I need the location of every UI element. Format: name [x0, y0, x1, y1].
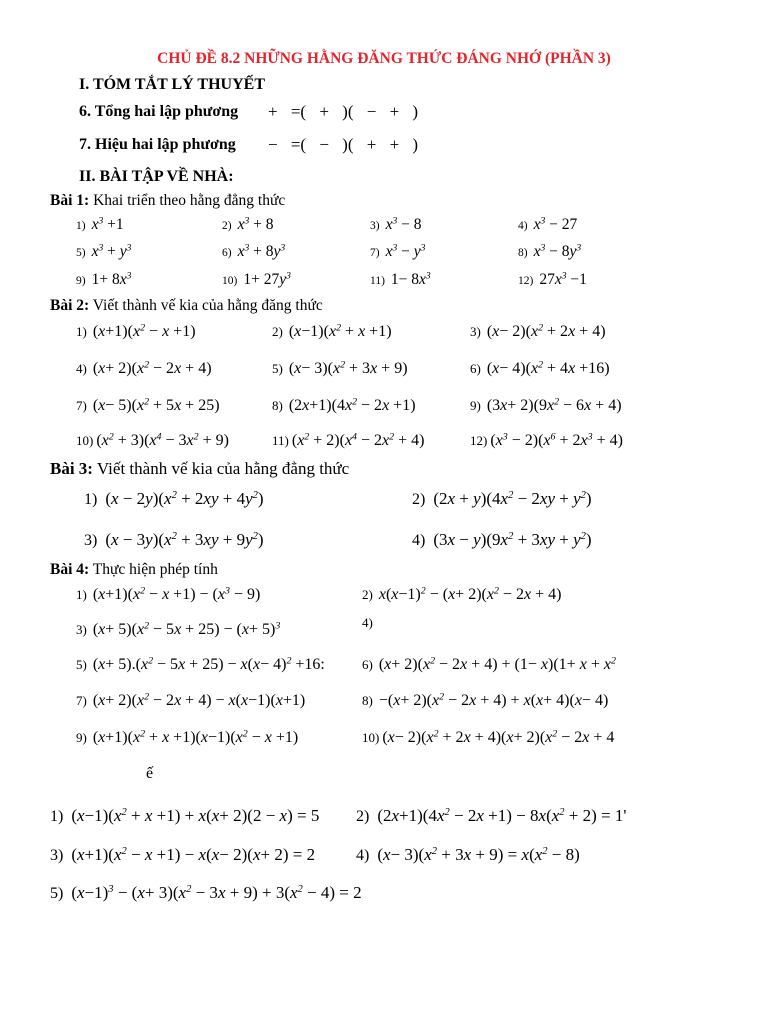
- exercise-2-item: 10) $(x^2 + 3)(x^4 - 3x^2 + 9)$: [76, 431, 229, 449]
- exercise-4-item: 5) $(x+ 5).(x^2 - 5x + 25) - x(x- 4)^2 +16$:: [76, 655, 325, 673]
- exercise-2-item: 7) $(x- 5)(x^2 + 5x + 25)$: [76, 396, 220, 414]
- difference-of-cubes-formula: − =( − )( + + ): [268, 135, 419, 154]
- exercise-4-item: 3) $(x+ 5)(x^2 - 5x + 25) - (x+ 5)^3$: [76, 620, 281, 638]
- exercise-5-item: 2) $(2x+1)(4x^2 - 2x +1) - 8x(x^2 + 2) = 1'$: [356, 806, 627, 825]
- exercise-1-text: Khai triển theo hằng đẳng thức: [89, 192, 286, 209]
- exercise-5-item: 5) $(x-1)^3 - (x+ 3)(x^2 - 3x + 9) + 3(x^2 - 4) = 2$: [50, 883, 362, 902]
- exercise-2-item: 11) $(x^2 + 2)(x^4 - 2x^2 + 4)$: [272, 431, 425, 449]
- exercise-2-heading: [50, 297, 323, 315]
- exercise-4-item: 2) $x(x-1)^2 - (x+ 2)(x^2 - 2x + 4)$: [362, 585, 562, 603]
- exercise-2-item: 2) $(x-1)(x^2 + x +1)$: [272, 322, 392, 340]
- exercise-2-item: 8) $(2x+1)(4x^2 - 2x +1)$: [272, 396, 416, 414]
- exercise-4-heading: [50, 561, 218, 579]
- difference-of-cubes-label: 7. Hiệu hai lập phương: [79, 136, 236, 153]
- sum-of-cubes-formula: + =( + )( − + ): [268, 102, 419, 121]
- theory-heading: I. TÓM TẮT LÝ THUYẾT: [79, 76, 265, 93]
- exercise-1-item: 10) $1+ 27y^3$: [222, 270, 291, 288]
- exercise-2-label: Bài 2:: [50, 297, 90, 314]
- exercise-1-item: 6) $x^3 + 8y^3$: [222, 242, 286, 260]
- exercise-3-text: Viết thành vế kia của hằng đẳng thức: [92, 459, 350, 478]
- exercise-1-label: Bài 1:: [50, 192, 90, 209]
- exercise-3-label: Bài 3:: [50, 459, 93, 478]
- exercise-2-item: 1) $(x+1)(x^2 - x +1)$: [76, 322, 196, 340]
- exercise-5-item: 1) $(x-1)(x^2 + x +1) + x(x+ 2)(2 - x) = 5$: [50, 806, 320, 825]
- exercise-5-heading: ế: [146, 765, 154, 782]
- exercise-5-item: 3) $(x+1)(x^2 - x +1) - x(x- 2)(x+ 2) = 2$: [50, 845, 316, 864]
- exercise-1-item: 4) $x^3 - 27$: [518, 215, 578, 233]
- exercise-4-item: 4): [362, 615, 373, 630]
- exercise-1-item: 3) $x^3 - 8$: [370, 215, 422, 233]
- exercise-4-item: 10) $(x- 2)(x^2 + 2x + 4)(x+ 2)(x^2 - 2x + 4$: [362, 728, 615, 746]
- homework-heading: II. BÀI TẬP VỀ NHÀ:: [79, 168, 234, 185]
- exercise-1-heading: [50, 192, 285, 210]
- exercise-1-item: 9) $1+ 8x^3$: [76, 270, 132, 288]
- exercise-1-item: 11) $1- 8x^3$: [370, 270, 431, 288]
- exercise-2-item: 6) $(x- 4)(x^2 + 4x +16)$: [470, 359, 610, 377]
- exercise-1-item: 7) $x^3 - y^3$: [370, 242, 426, 260]
- exercise-2-text: Viết thành vế kia của hằng đăng thức: [89, 297, 323, 314]
- exercise-2-item: 9) $(3x+ 2)(9x^2 - 6x + 4)$: [470, 396, 622, 414]
- exercise-3-heading: [50, 459, 349, 479]
- exercise-2-item: 5) $(x- 3)(x^2 + 3x + 9)$: [272, 359, 408, 377]
- exercise-1-item: 12) $27x^3 -1$: [518, 270, 587, 288]
- exercise-1-item: 1) $x^3 +1$: [76, 215, 124, 233]
- sum-of-cubes-label: 6. Tổng hai lập phương: [79, 103, 239, 120]
- exercise-1-item: 8) $x^3 - 8y^3$: [518, 242, 582, 260]
- exercise-2-item: 4) $(x+ 2)(x^2 - 2x + 4)$: [76, 359, 212, 377]
- exercise-4-text: Thực hiện phép tính: [89, 561, 218, 578]
- exercise-3-item: 4) $(3x - y)(9x^2 + 3xy + y^2)$: [412, 530, 592, 549]
- exercise-4-label: Bài 4:: [50, 561, 90, 578]
- exercise-4-item: 9) $(x+1)(x^2 + x +1)(x-1)(x^2 - x +1)$: [76, 728, 299, 746]
- exercise-4-item: 6) $(x+ 2)(x^2 - 2x + 4) + (1- x)(1+ x + x^2$: [362, 655, 616, 673]
- exercise-3-item: 3) $(x - 3y)(x^2 + 3xy + 9y^2)$: [84, 530, 264, 549]
- exercise-4-item: $8) -(x+ 2)(x^2 - 2x + 4) + x(x+ 4)(x- 4)$: [362, 691, 609, 709]
- exercise-5-item: 4) $(x- 3)(x^2 + 3x + 9) = x(x^2 - 8)$: [356, 845, 580, 864]
- page-title: CHỦ ĐỀ 8.2 NHỮNG HẰNG ĐĂNG THỨC ĐÁNG NHỚ (PHẦN 3): [157, 50, 611, 67]
- exercise-3-item: 2) $(2x + y)(4x^2 - 2xy + y^2)$: [412, 489, 592, 508]
- exercise-2-item: 3) $(x- 2)(x^2 + 2x + 4)$: [470, 322, 606, 340]
- exercise-4-item: 1) $(x+1)(x^2 - x +1) - (x^3 - 9)$: [76, 585, 261, 603]
- exercise-1-item: 5) $x^3 + y^3$: [76, 242, 132, 260]
- exercise-4-item: 7) $(x+ 2)(x^2 - 2x + 4) - x(x-1)(x+1)$: [76, 691, 306, 709]
- exercise-3-item: 1) $(x - 2y)(x^2 + 2xy + 4y^2)$: [84, 489, 264, 508]
- exercise-1-item: 2) $x^3 + 8$: [222, 215, 274, 233]
- exercise-2-item: 12) $(x^3 - 2)(x^6 + 2x^3 + 4)$: [470, 431, 623, 449]
